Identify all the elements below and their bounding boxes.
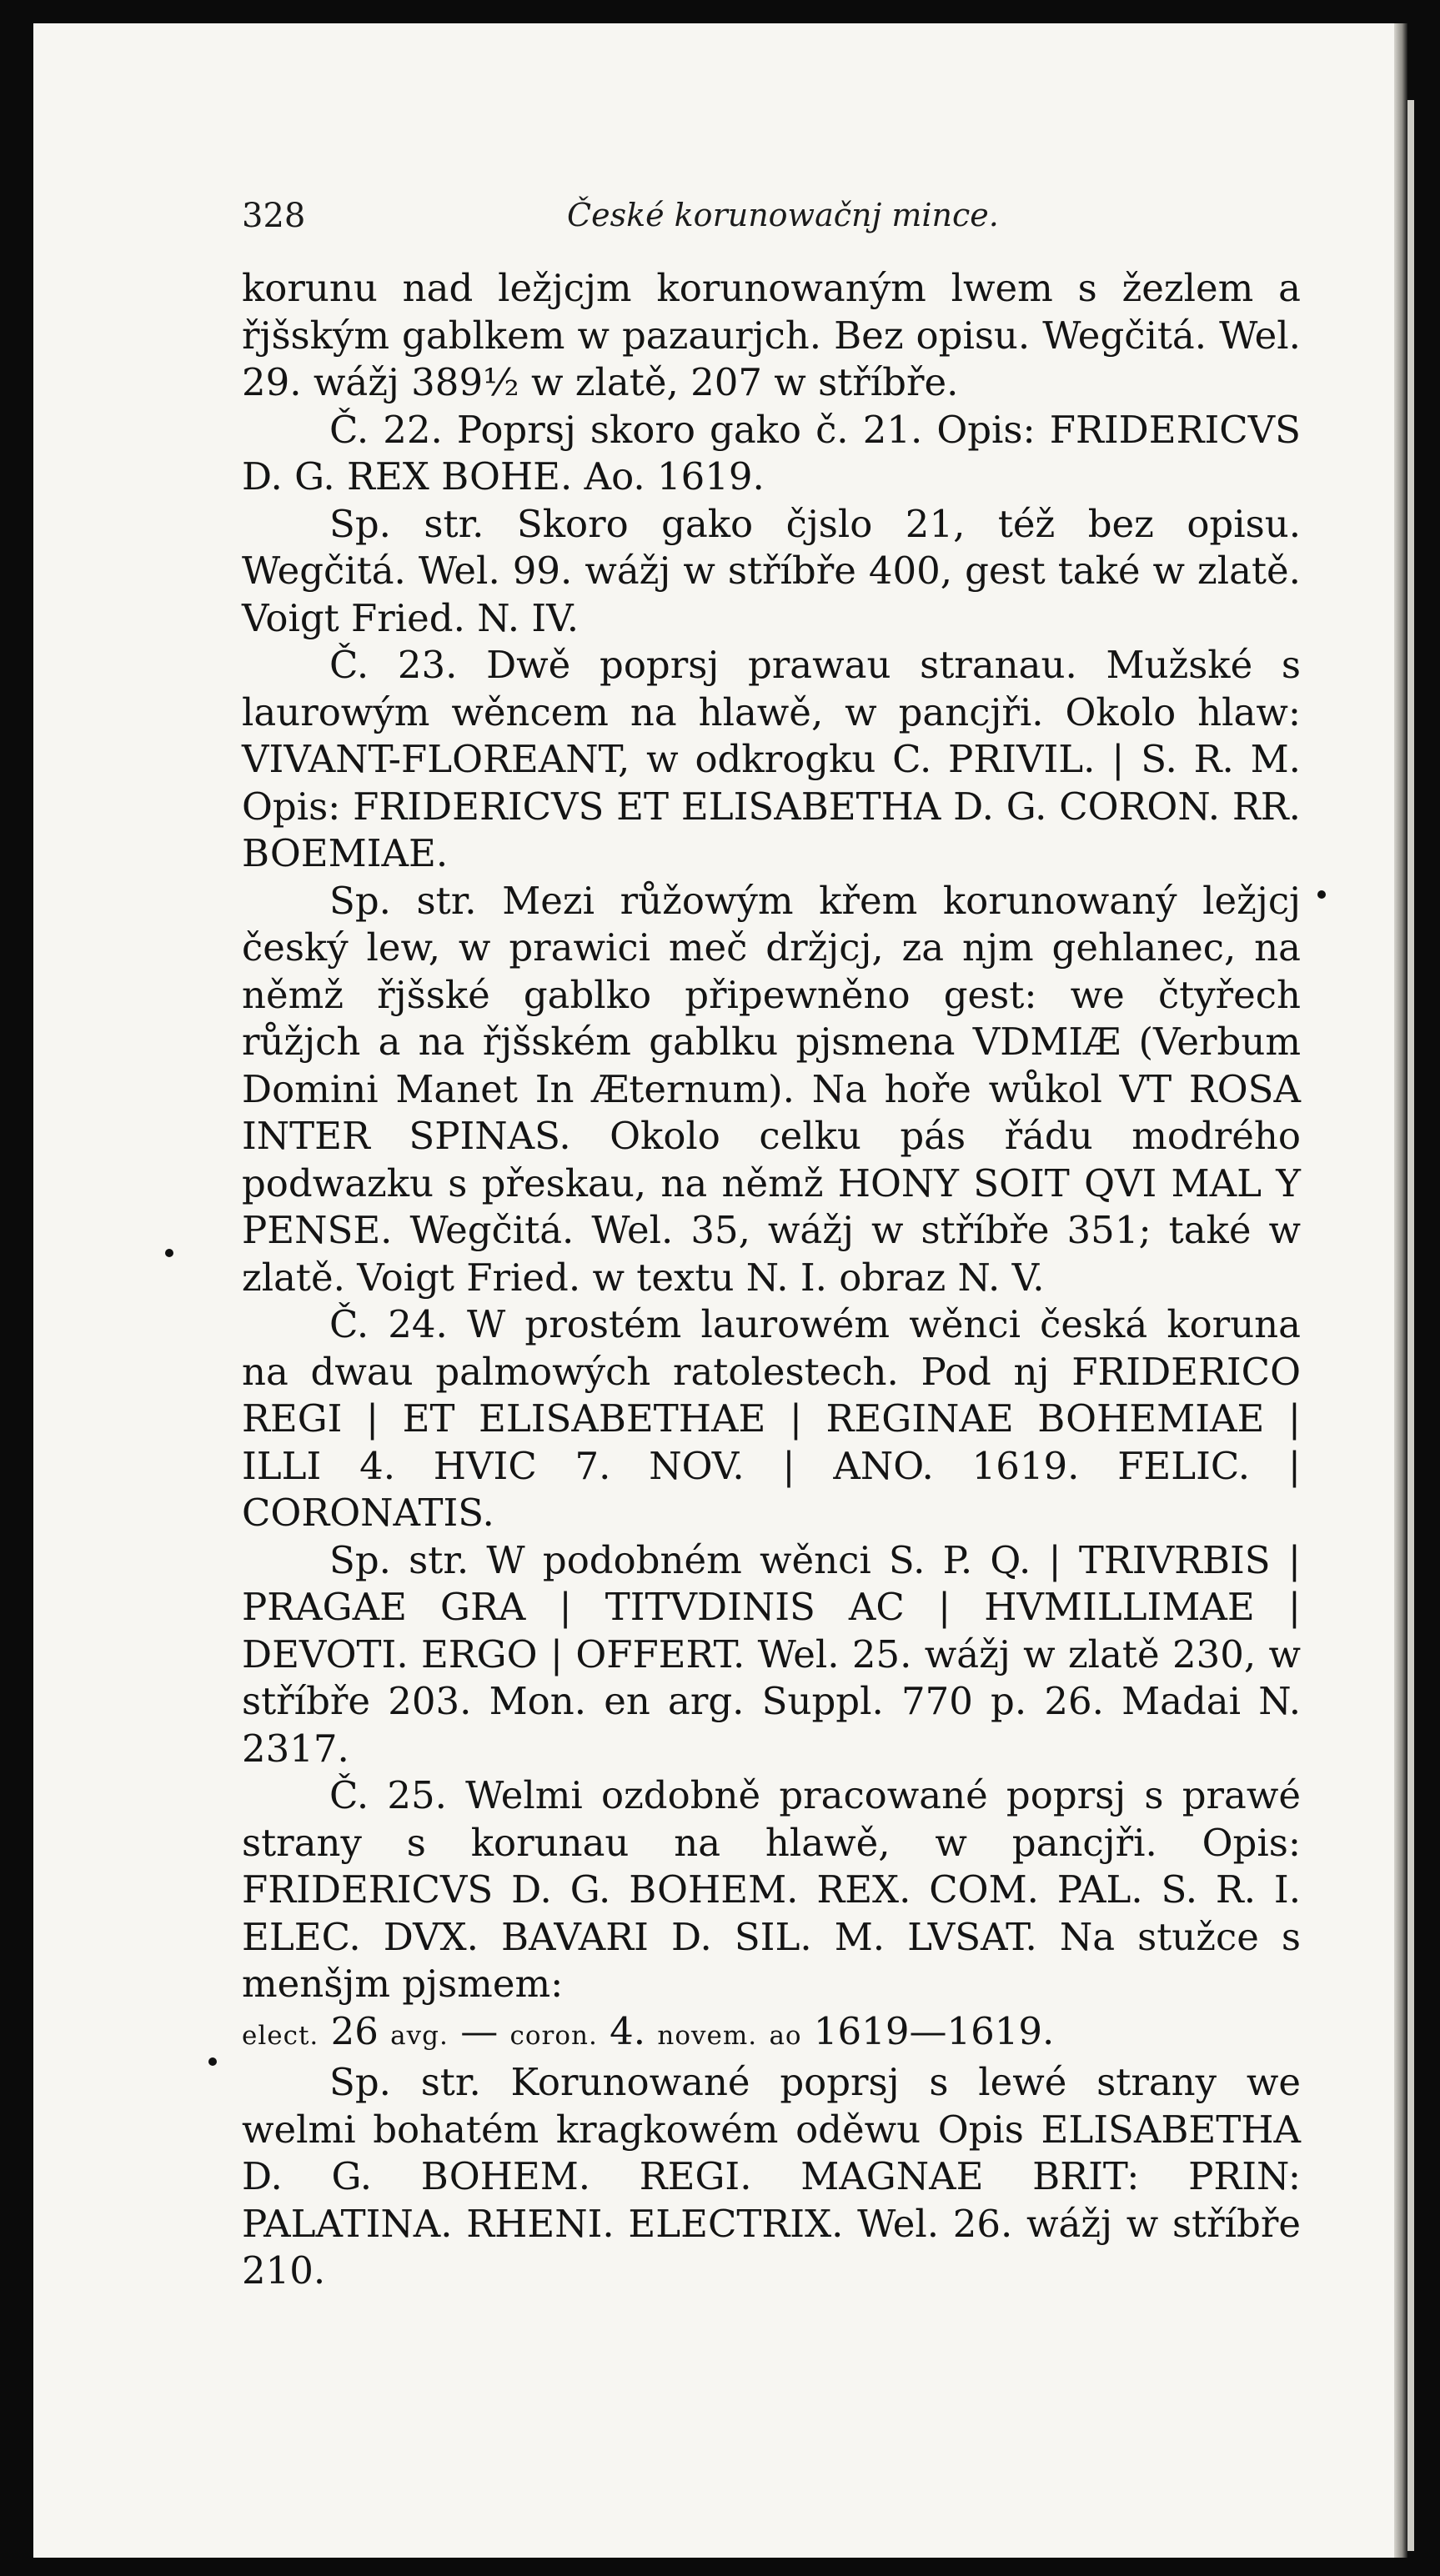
- ink-speck: [208, 2057, 217, 2066]
- paragraph: Sp. str. Mezi růžowým křem korunowaný ležjcj český lew, w prawici meč držjcj, za njm gehlanec, na němž řjšské gablko připewněno gest: we čtyřech růžjch a na řjšském gablku pjsmena VDMIÆ (Verbum Domini Manet In Æternum). Na hoře wůkol VT ROSA INTER SPINAS. Okolo celku pás řádu modrého podwazku s přeskau, na němž HONY SOIT QVI MAL Y PENSE. Wegčitá. Wel. 35, wážj w stříbře 351; také w zlatě. Voigt Fried. w textu N. I. obraz N. V.: [242, 878, 1301, 1300]
- legend-smallcaps: ao: [769, 2020, 802, 2051]
- body-text: [242, 265, 1301, 2295]
- page-edge-next-leaf: [1407, 100, 1414, 2551]
- legend-smallcaps: avg.: [390, 2020, 449, 2051]
- legend-line: [242, 2008, 1301, 2060]
- legend-smallcaps: coron.: [509, 2020, 598, 2051]
- paragraph: Č. 22. Poprsj skoro gako č. 21. Opis: FRIDERICVS D. G. REX BOHE. Ao. 1619.: [242, 407, 1301, 499]
- page-edge-shadow: [1394, 23, 1407, 2558]
- running-title: České korunowačnj mince.: [567, 197, 999, 233]
- paragraph: korunu nad ležjcjm korunowaným lwem s žezlem a řjšským gablkem w pazaurjch. Bez opisu. Wegčitá. Wel. 29. wážj 389½ w zlatě, 207 w stříbře.: [242, 266, 1301, 404]
- legend-smallcaps: elect.: [242, 2020, 319, 2051]
- legend-text: —: [460, 2008, 499, 2053]
- legend-smallcaps: novem.: [657, 2020, 758, 2051]
- page-number: 328: [242, 197, 306, 235]
- paragraph: Č. 23. Dwě poprsj prawau stranau. Mužské s laurowým wěncem na hlawě, w pancjři. Okolo hlaw: VIVANT-FLOREANT, w odkrogku C. PRIVIL. | S. R. M. Opis: FRIDERICVS ET ELISABETHA D. G. CORON. RR. BOEMIAE.: [242, 643, 1301, 875]
- legend-text: 26: [330, 2008, 379, 2053]
- paragraph: Sp. str. Korunowané poprsj s lewé strany we welmi bohatém kragkowém oděwu Opis ELISABETHA D. G. BOHEM. REGI. MAGNAE BRIT: PRIN: PALATINA. RHENI. ELECTRIX. Wel. 26. wážj w stříbře 210.: [242, 2060, 1301, 2293]
- ink-speck: [165, 1249, 173, 1257]
- paragraph: Č. 24. W prostém laurowém wěnci česká koruna na dwau palmowých ratolestech. Pod nj FRIDERICO REGI | ET ELISABETHAE | REGINAE BOHEMIAE | ILLI 4. HVIC 7. NOV. | ANO. 1619. FELIC. | CORONATIS.: [242, 1302, 1301, 1535]
- legend-text: 4.: [610, 2008, 646, 2053]
- legend-text: 1619—1619.: [813, 2008, 1055, 2053]
- ink-speck: [1317, 890, 1326, 899]
- running-header: [242, 193, 1313, 243]
- paragraph: Sp. str. Skoro gako čjslo 21, též bez opisu. Wegčitá. Wel. 99. wážj w stříbře 400, gest také w zlatě. Voigt Fried. N. IV.: [242, 501, 1301, 640]
- paragraph: Sp. str. W podobném wěnci S. P. Q. | TRIVRBIS | PRAGAE GRA | TITVDINIS AC | HVMILLIMAE | DEVOTI. ERGO | OFFERT. Wel. 25. wážj w zlatě 230, w stříbře 203. Mon. en arg. Suppl. 770 p. 26. Madai N. 2317.: [242, 1537, 1301, 1771]
- paragraph: Č. 25. Welmi ozdobně pracowané poprsj s prawé strany s korunau na hlawě, w pancjři. Opis: FRIDERICVS D. G. BOHEM. REX. COM. PAL. S. R. I. ELEC. DVX. BAVARI D. SIL. M. LVSAT. Na stužce s menšjm pjsmem:: [242, 1773, 1301, 2006]
